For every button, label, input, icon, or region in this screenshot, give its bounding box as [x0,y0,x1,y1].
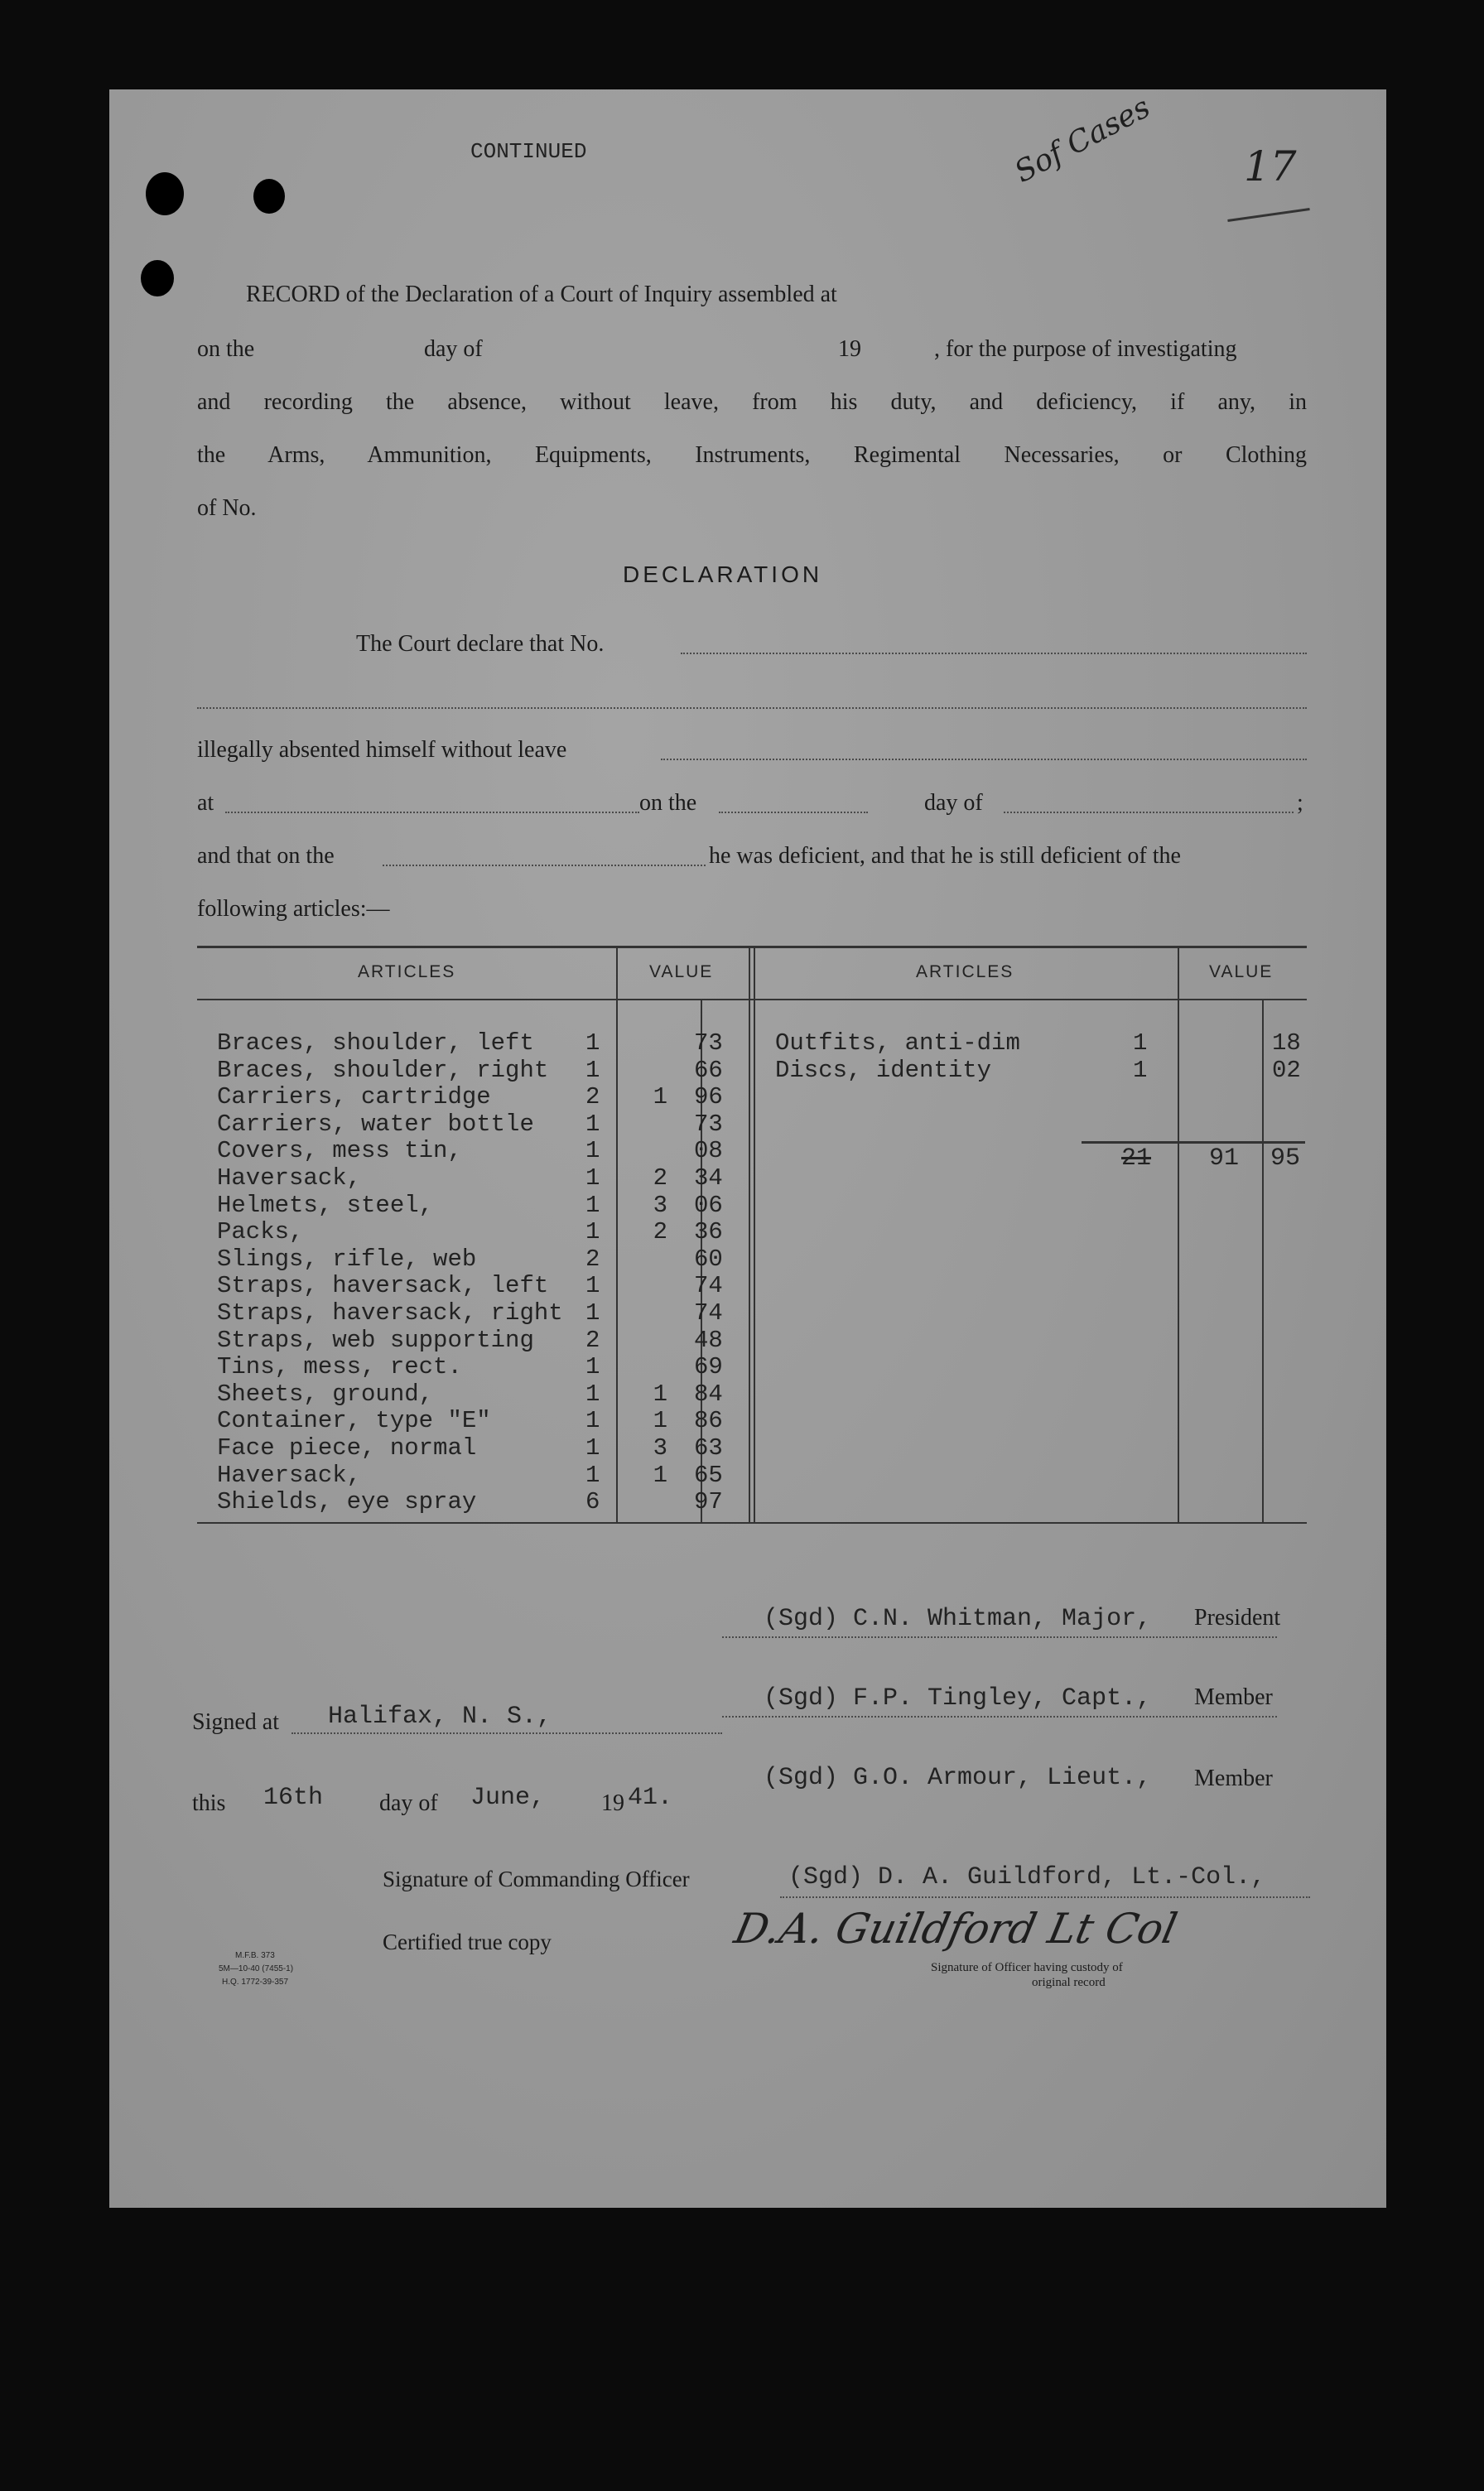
left-cents-cell: 34 [694,1164,723,1192]
total-cents: 95 [1270,1144,1301,1173]
left-article-cell: Sheets, ground, [217,1380,434,1408]
record-on-the: on the [197,336,255,362]
signed-at-line [292,1732,722,1734]
left-cents-cell: 48 [694,1326,723,1354]
left-article-cell: Straps, haversack, right [217,1299,563,1327]
president-role: President [1194,1605,1281,1631]
record-nineteen: 19 [838,336,861,362]
left-dollars-cell: 1 [653,1380,667,1408]
left-article-cell: Tins, mess, rect. [217,1353,462,1381]
co-signature-value: (Sgd) D. A. Guildford, Lt.-Col., [788,1863,1266,1891]
right-cents-cell: 02 [1272,1056,1301,1084]
president-signature: (Sgd) C.N. Whitman, Major, [764,1605,1152,1633]
month-value: June, [470,1784,546,1812]
court-declare: The Court declare that No. [356,631,605,657]
year-prefix: 19 [601,1790,624,1816]
left-dollars-cell: 3 [653,1191,667,1219]
left-cents-cell: 84 [694,1380,723,1408]
table-divider [1178,947,1179,1522]
left-dollars-cell: 3 [653,1434,667,1462]
handwritten-signature: D.A. Guildford Lt Col [730,1905,1182,1953]
left-article-cell: Carriers, cartridge [217,1083,491,1111]
left-dollars-cell: 1 [653,1083,667,1111]
left-qty-cell: 1 [585,1353,600,1381]
page-number-underline [1227,208,1309,222]
co-signature-label: Signature of Commanding Officer [383,1867,690,1891]
day-of-sig-label: day of [379,1790,438,1816]
member2-signature: (Sgd) G.O. Armour, Lieut., [764,1764,1152,1792]
blank-line [197,707,1307,709]
semicolon: ; [1297,790,1303,816]
left-article-cell: Container, type "E" [217,1407,491,1435]
absented-text: illegally absented himself without leave [197,737,567,763]
custody-line-2: original record [1032,1976,1106,1989]
left-qty-cell: 1 [585,1029,600,1057]
left-article-cell: Shields, eye spray [217,1488,477,1516]
year-suffix: 41. [628,1784,673,1812]
total-dollars: 91 [1209,1144,1240,1173]
left-cents-cell: 65 [694,1461,723,1489]
record-line-3: and recording the absence, without leave, from his duty, and deficiency, if any, in [197,389,1307,415]
member1-role: Member [1194,1684,1273,1710]
deficient-text: he was deficient, and that he is still deficient of the [709,843,1181,869]
following-text: following articles:— [197,896,390,922]
left-article-cell: Haversack, [217,1164,362,1192]
right-qty-cell: 1 [1133,1056,1148,1084]
left-qty-cell: 1 [585,1110,600,1138]
table-divider [616,947,618,1522]
member1-signature: (Sgd) F.P. Tingley, Capt., [764,1684,1152,1713]
on-the-label: on the [639,790,697,816]
page-number: 17 [1244,142,1297,190]
president-line [722,1636,1277,1638]
left-qty-cell: 1 [585,1164,600,1192]
absented-line [661,759,1307,760]
left-dollars-cell: 2 [653,1164,667,1192]
table-header-rule [197,999,1307,1000]
left-cents-cell: 36 [694,1218,723,1246]
left-cents-cell: 08 [694,1137,723,1165]
court-declare-line [681,653,1307,654]
left-article-cell: Packs, [217,1218,304,1246]
left-cents-cell: 06 [694,1191,723,1219]
corner-note: Sof Cases [1009,90,1156,190]
declaration-title: DECLARATION [623,561,823,587]
and-that-line [383,865,706,866]
left-qty-cell: 2 [585,1083,600,1111]
left-article-cell: Face piece, normal [217,1434,477,1462]
articles-header-left: ARTICLES [358,962,456,981]
co-signature-line [780,1896,1310,1898]
day-of-line [1004,812,1294,813]
right-article-cell: Discs, identity [775,1056,992,1084]
punch-hole [146,172,184,215]
left-qty-cell: 6 [585,1488,600,1516]
left-qty-cell: 1 [585,1461,600,1489]
right-cents-cell: 18 [1272,1029,1301,1057]
record-line-5: of No. [197,495,257,521]
record-purpose: , for the purpose of investigating [934,336,1237,362]
left-article-cell: Slings, rifle, web [217,1245,477,1273]
right-qty-cell: 1 [1133,1029,1148,1057]
punch-hole [253,179,285,214]
day-of-label: day of [924,790,983,816]
form-code-line-1: M.F.B. 373 [235,1951,275,1960]
left-dollars-cell: 1 [653,1461,667,1489]
total-mark: 21 [1121,1144,1152,1173]
document-page [109,89,1386,2208]
left-qty-cell: 2 [585,1245,600,1273]
at-label: at [197,790,214,816]
table-top-rule [197,946,1307,948]
member2-role: Member [1194,1766,1273,1791]
value-header-left: VALUE [649,962,714,981]
table-bottom-rule [197,1522,1307,1524]
left-cents-cell: 86 [694,1407,723,1435]
left-cents-cell: 74 [694,1272,723,1300]
left-dollars-cell: 2 [653,1218,667,1246]
table-divider [754,947,755,1522]
record-day-of: day of [424,336,483,362]
left-cents-cell: 69 [694,1353,723,1381]
table-divider [1262,999,1264,1522]
day-value: 16th [263,1784,324,1812]
left-qty-cell: 1 [585,1407,600,1435]
member1-line [722,1716,1277,1718]
and-that-label: and that on the [197,843,335,869]
signed-at-value: Halifax, N. S., [328,1703,552,1731]
left-cents-cell: 96 [694,1083,723,1111]
signed-at-label: Signed at [192,1709,279,1735]
table-divider [749,947,750,1522]
left-article-cell: Braces, shoulder, left [217,1029,534,1057]
left-cents-cell: 66 [694,1056,723,1084]
left-qty-cell: 1 [585,1434,600,1462]
at-line [225,812,639,813]
value-header-right: VALUE [1209,962,1274,981]
left-qty-cell: 1 [585,1299,600,1327]
left-cents-cell: 73 [694,1029,723,1057]
left-article-cell: Covers, mess tin, [217,1137,462,1165]
left-cents-cell: 60 [694,1245,723,1273]
articles-header-right: ARTICLES [916,962,1014,981]
custody-line-1: Signature of Officer having custody of [931,1961,1123,1974]
left-cents-cell: 74 [694,1299,723,1327]
left-qty-cell: 1 [585,1218,600,1246]
continued-label: CONTINUED [470,139,587,164]
left-qty-cell: 2 [585,1326,600,1354]
left-article-cell: Braces, shoulder, right [217,1056,549,1084]
form-code-line-3: H.Q. 1772-39-357 [222,1978,289,1987]
left-qty-cell: 1 [585,1191,600,1219]
punch-hole [141,260,174,296]
total-rule [1082,1141,1305,1144]
right-article-cell: Outfits, anti-dim [775,1029,1020,1057]
left-cents-cell: 63 [694,1434,723,1462]
record-line-4: the Arms, Ammunition, Equipments, Instruments, Regimental Necessaries, or Clothing [197,442,1307,468]
form-code-line-2: 5M—10-40 (7455-1) [219,1964,294,1973]
left-article-cell: Helmets, steel, [217,1191,434,1219]
left-cents-cell: 97 [694,1488,723,1516]
left-qty-cell: 1 [585,1380,600,1408]
left-article-cell: Haversack, [217,1461,362,1489]
left-article-cell: Straps, haversack, left [217,1272,549,1300]
left-qty-cell: 1 [585,1137,600,1165]
left-dollars-cell: 1 [653,1407,667,1435]
left-article-cell: Straps, web supporting [217,1326,534,1354]
certified-label: Certified true copy [383,1930,552,1954]
left-cents-cell: 73 [694,1110,723,1138]
left-qty-cell: 1 [585,1272,600,1300]
this-label: this [192,1790,226,1816]
left-article-cell: Carriers, water bottle [217,1110,534,1138]
left-qty-cell: 1 [585,1056,600,1084]
on-the-line [719,812,868,813]
record-line-1: RECORD of the Declaration of a Court of Inquiry assembled at [246,282,837,307]
